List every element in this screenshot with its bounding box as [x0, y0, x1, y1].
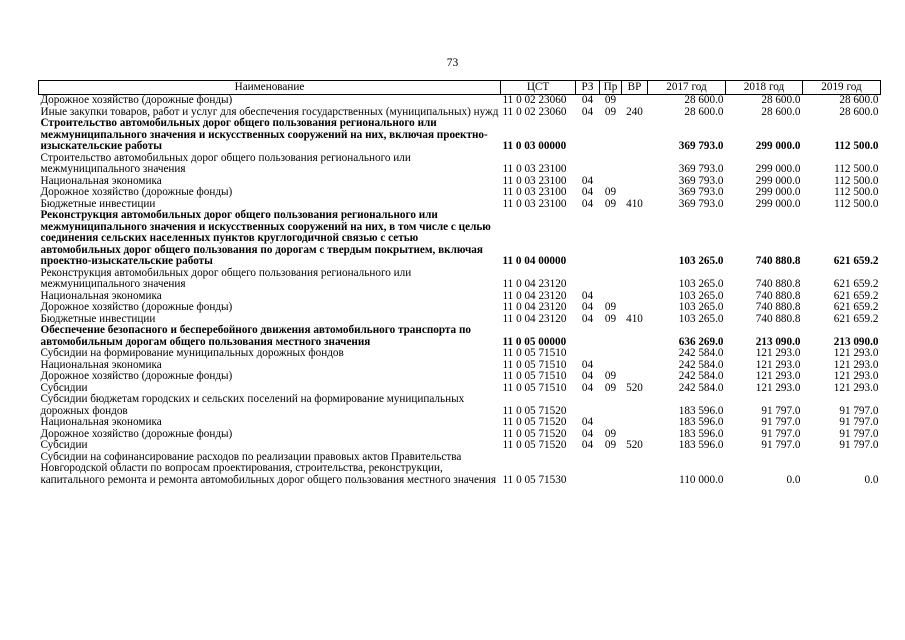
page-number: 73 [446, 57, 459, 69]
row-rz-cell: 04 [581, 427, 594, 440]
row-vr-cell [622, 176, 648, 188]
row-cst-cell: 11 0 04 00000 [502, 255, 567, 267]
row-pr-cell [600, 118, 622, 153]
row-2019-cell: 112 500.0 [834, 197, 879, 210]
row-2019-cell: 91 797.0 [839, 404, 879, 417]
table-row [39, 417, 881, 429]
row-name-cell: Строительство автомобильных дорог общего пользования регионального или межмуниципального значения [40, 151, 411, 175]
row-name-cell: Дорожное хозяйство (дорожные фонды) [40, 94, 233, 106]
row-pr-cell: 09 [604, 427, 617, 440]
row-name-cell: Субсидии [40, 381, 88, 394]
table-row [39, 440, 881, 452]
row-2017-cell: 103 265.0 [678, 301, 724, 313]
row-name-cell: Иные закупки товаров, работ и услуг для обеспечения государственных (муниципальных) нужд [40, 105, 499, 118]
row-rz-cell: 04 [581, 439, 594, 451]
row-cst-cell: 11 0 05 71530 [502, 473, 567, 486]
row-pr-cell: 09 [604, 94, 617, 106]
header-cst: ЦСТ [501, 81, 576, 95]
table-header-row [39, 81, 881, 95]
row-cst-cell: 11 0 04 23120 [502, 289, 567, 302]
row-name-cell: Субсидии на софинансирование расходов по реализации правовых актов Правительства Новгородской области по вопросам проектирования, строительства, реконструкции, капитального ремонта и ремонта автомобильных дорог общего пользования местного значения [40, 450, 497, 486]
row-2017-cell: 183 596.0 [678, 404, 724, 417]
row-vr-cell [622, 268, 648, 291]
table-row [39, 210, 881, 268]
row-2018-cell: 121 293.0 [755, 358, 801, 371]
row-cst-cell: 11 0 03 00000 [502, 140, 567, 152]
row-name-cell: Реконструкция автомобильных дорог общего пользования регионального или межмуниципального значения и искусственных сооружений на них, в том числе с целью соединения сельских населенных пунктов круглогодичной связью с сетью автомобильных дорог общего пользования по дорогам с твердым покрытием, включая проектно-изыскательские работы [40, 209, 491, 267]
row-pr-cell: 09 [604, 301, 617, 313]
table-row [39, 394, 881, 417]
row-2017-cell: 369 793.0 [678, 174, 724, 187]
row-rz-cell [576, 210, 600, 268]
row-name-cell: Дорожное хозяйство (дорожные фонды) [40, 301, 233, 313]
row-name-cell: Дорожное хозяйство (дорожные фонды) [40, 427, 233, 440]
row-cst-cell: 11 0 05 00000 [502, 335, 567, 348]
row-vr-cell [622, 394, 648, 417]
row-pr-cell [600, 348, 622, 360]
row-2017-cell: 103 265.0 [678, 312, 724, 325]
header-2019: 2019 год [803, 81, 881, 95]
table-row [39, 371, 881, 383]
row-pr-cell [600, 325, 622, 348]
row-2017-cell: 183 596.0 [678, 416, 724, 428]
row-2019-cell: 112 500.0 [834, 140, 879, 152]
row-2018-cell: 91 797.0 [761, 416, 801, 428]
table-row [39, 325, 881, 348]
row-rz-cell: 04 [581, 358, 594, 371]
row-cst-cell: 11 0 03 23100 [502, 174, 567, 187]
row-pr-cell: 09 [604, 312, 617, 325]
row-2019-cell: 28 600.0 [839, 94, 879, 106]
row-name-cell: Субсидии на формирование муниципальных дорожных фондов [40, 347, 344, 359]
row-rz-cell [576, 348, 600, 360]
row-2019-cell: 112 500.0 [834, 163, 879, 175]
row-vr-cell [622, 302, 648, 314]
row-2018-cell: 0.0 [786, 473, 801, 486]
row-rz-cell: 04 [581, 301, 594, 313]
table-row [39, 302, 881, 314]
row-pr-cell [600, 417, 622, 429]
row-2019-cell: 621 659.2 [833, 301, 879, 313]
row-2017-cell: 369 793.0 [678, 197, 724, 210]
row-vr-cell [622, 153, 648, 176]
row-cst-cell: 11 0 05 71510 [502, 358, 567, 371]
table-row [39, 268, 881, 291]
row-pr-cell [600, 210, 622, 268]
row-2017-cell: 183 596.0 [678, 439, 724, 451]
row-rz-cell: 04 [581, 289, 594, 302]
row-2018-cell: 299 000.0 [755, 140, 801, 152]
table-row [39, 452, 881, 487]
row-vr-cell [622, 325, 648, 348]
row-2019-cell: 91 797.0 [839, 416, 879, 428]
row-cst-cell: 11 0 03 23100 [502, 197, 567, 210]
row-rz-cell: 04 [581, 312, 594, 325]
row-2018-cell: 740 880.8 [755, 301, 801, 313]
row-vr-cell: 410 [626, 312, 643, 325]
row-2017-cell: 103 265.0 [678, 289, 724, 302]
row-2019-cell: 121 293.0 [833, 358, 879, 371]
row-2019-cell: 112 500.0 [834, 186, 879, 198]
header-2018: 2018 год [726, 81, 803, 95]
table-row [39, 153, 881, 176]
table-body [39, 95, 881, 487]
row-2018-cell: 740 880.8 [755, 289, 801, 302]
row-name-cell: Дорожное хозяйство (дорожные фонды) [40, 186, 233, 198]
row-2018-cell: 740 880.8 [755, 278, 801, 290]
row-cst-cell: 11 0 02 23060 [502, 105, 567, 118]
row-2019-cell: 621 659.2 [833, 289, 879, 302]
row-cst-cell: 11 0 05 71520 [502, 439, 567, 451]
row-2018-cell: 28 600.0 [761, 94, 801, 106]
row-cst-cell: 11 0 05 71510 [502, 370, 567, 382]
row-rz-cell: 04 [581, 94, 594, 106]
row-2017-cell: 28 600.0 [684, 94, 724, 106]
row-2019-cell: 121 293.0 [833, 370, 879, 382]
row-pr-cell: 09 [604, 439, 617, 451]
header-vr: ВР [622, 81, 648, 95]
table-row [39, 187, 881, 199]
row-name-cell: Дорожное хозяйство (дорожные фонды) [40, 370, 233, 382]
row-2018-cell: 121 293.0 [755, 381, 801, 394]
row-2017-cell: 242 584.0 [678, 381, 724, 394]
row-pr-cell: 09 [604, 197, 617, 210]
row-rz-cell [576, 118, 600, 153]
row-2018-cell: 28 600.0 [761, 105, 801, 118]
row-vr-cell [622, 118, 648, 153]
row-2018-cell: 213 090.0 [755, 335, 801, 348]
row-vr-cell: 240 [626, 105, 643, 118]
row-2019-cell: 621 659.2 [833, 255, 879, 267]
row-pr-cell: 09 [604, 186, 617, 198]
row-2019-cell: 621 659.2 [833, 312, 879, 325]
header-name: Наименование [39, 81, 501, 95]
row-2018-cell: 299 000.0 [755, 174, 801, 187]
row-vr-cell: 410 [626, 197, 643, 210]
row-2019-cell: 121 293.0 [833, 347, 879, 359]
row-rz-cell [576, 153, 600, 176]
row-2017-cell: 183 596.0 [678, 427, 724, 440]
row-vr-cell [622, 371, 648, 383]
budget-table [38, 80, 881, 486]
row-2018-cell: 740 880.8 [755, 312, 801, 325]
table-row [39, 95, 881, 107]
row-rz-cell: 04 [581, 381, 594, 394]
row-name-cell: Субсидии [40, 439, 88, 451]
row-cst-cell: 11 0 05 71520 [502, 416, 567, 428]
row-2017-cell: 242 584.0 [678, 358, 724, 371]
row-rz-cell: 04 [581, 186, 594, 198]
row-2017-cell: 110 000.0 [679, 473, 724, 486]
row-2019-cell: 213 090.0 [833, 335, 879, 348]
row-name-cell: Реконструкция автомобильных дорог общего пользования регионального или межмуниципального значения [40, 266, 412, 290]
row-cst-cell: 11 0 05 71520 [502, 427, 567, 440]
table-row [39, 348, 881, 360]
row-rz-cell: 04 [581, 105, 594, 118]
row-2019-cell: 0.0 [864, 473, 879, 486]
row-name-cell: Национальная экономика [40, 289, 162, 302]
row-2019-cell: 28 600.0 [839, 105, 879, 118]
row-2017-cell: 28 600.0 [684, 105, 724, 118]
row-cst-cell: 11 0 04 23120 [502, 278, 567, 290]
row-2017-cell: 103 265.0 [678, 255, 724, 267]
row-cst-cell: 11 0 05 71510 [502, 347, 567, 359]
row-cst-cell: 11 0 05 71520 [502, 404, 567, 417]
row-vr-cell: 520 [626, 439, 643, 451]
row-2018-cell: 91 797.0 [761, 427, 801, 440]
row-pr-cell: 09 [604, 105, 617, 118]
row-2018-cell: 121 293.0 [755, 347, 801, 359]
row-2018-cell: 91 797.0 [761, 439, 801, 451]
row-2017-cell: 103 265.0 [678, 278, 724, 290]
row-cst-cell: 11 0 04 23120 [502, 312, 567, 325]
row-rz-cell [576, 452, 600, 487]
row-vr-cell [622, 417, 648, 429]
row-rz-cell: 04 [581, 174, 594, 187]
row-name-cell: Субсидии бюджетам городских и сельских поселений на формирование муниципальных дорожных фондов [40, 393, 465, 417]
row-vr-cell [622, 452, 648, 487]
row-2018-cell: 91 797.0 [761, 404, 801, 417]
row-cst-cell: 11 0 05 71510 [502, 381, 567, 394]
row-2019-cell: 121 293.0 [833, 381, 879, 394]
row-pr-cell [600, 394, 622, 417]
row-2018-cell: 299 000.0 [755, 197, 801, 210]
header-2017: 2017 год [648, 81, 726, 95]
row-name-cell: Обеспечение безопасного и бесперебойного движения автомобильного транспорта по автомобильным дорогам общего пользования местного значения [40, 324, 471, 348]
row-name-cell: Бюджетные инвестиции [40, 312, 156, 325]
row-name-cell: Национальная экономика [40, 358, 162, 371]
row-pr-cell [600, 452, 622, 487]
row-cst-cell: 11 0 03 23100 [502, 163, 567, 175]
row-rz-cell: 04 [581, 416, 594, 428]
row-name-cell: Бюджетные инвестиции [40, 197, 156, 210]
row-cst-cell: 11 0 04 23120 [502, 301, 567, 313]
row-vr-cell [622, 291, 648, 303]
row-vr-cell [622, 187, 648, 199]
row-vr-cell: 520 [626, 381, 643, 394]
row-2019-cell: 91 797.0 [839, 439, 879, 451]
row-pr-cell [600, 268, 622, 291]
row-name-cell: Национальная экономика [40, 174, 162, 187]
row-vr-cell [622, 210, 648, 268]
row-cst-cell: 11 0 03 23100 [502, 186, 567, 198]
header-pr: Пр [600, 81, 622, 95]
row-2018-cell: 740 880.8 [755, 255, 801, 267]
row-vr-cell [622, 95, 648, 107]
row-name-cell: Национальная экономика [40, 416, 162, 428]
row-name-cell: Строительство автомобильных дорог общего пользования регионального или межмуниципального значения и искусственных сооружений на них, включая проектно-изыскательские работы [40, 117, 488, 152]
row-2018-cell: 121 293.0 [755, 370, 801, 382]
row-2017-cell: 369 793.0 [678, 140, 724, 152]
row-pr-cell: 09 [604, 370, 617, 382]
row-2017-cell: 369 793.0 [678, 186, 724, 198]
row-2019-cell: 91 797.0 [839, 427, 879, 440]
row-2017-cell: 242 584.0 [678, 370, 724, 382]
row-rz-cell [576, 325, 600, 348]
row-pr-cell: 09 [604, 381, 617, 394]
row-rz-cell [576, 394, 600, 417]
row-vr-cell [622, 360, 648, 372]
row-2017-cell: 369 793.0 [678, 163, 724, 175]
row-2018-cell: 299 000.0 [755, 186, 801, 198]
row-pr-cell [600, 153, 622, 176]
table-row [39, 118, 881, 153]
row-cst-cell: 11 0 02 23060 [502, 94, 567, 106]
header-rz: РЗ [576, 81, 600, 95]
row-2017-cell: 242 584.0 [678, 347, 724, 359]
row-2019-cell: 621 659.2 [833, 278, 879, 290]
row-2017-cell: 636 269.0 [678, 335, 724, 348]
row-2019-cell: 112 500.0 [834, 174, 879, 187]
row-vr-cell [622, 348, 648, 360]
row-rz-cell [576, 268, 600, 291]
row-rz-cell: 04 [581, 197, 594, 210]
row-rz-cell: 04 [581, 370, 594, 382]
table-row [39, 429, 881, 441]
row-2018-cell: 299 000.0 [755, 163, 801, 175]
